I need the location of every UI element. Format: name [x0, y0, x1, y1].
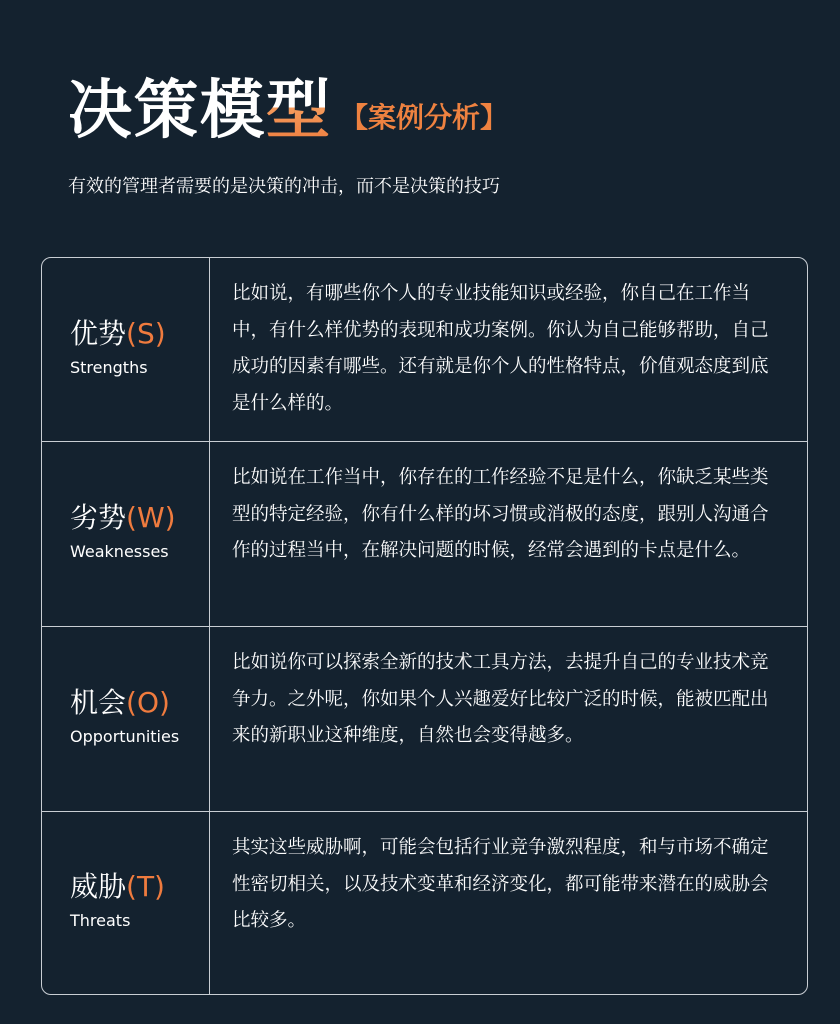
- swot-label-en: Strengths: [70, 358, 148, 377]
- swot-label-weaknesses: [70, 500, 176, 561]
- swot-label-threats: [70, 869, 165, 930]
- swot-description-threats: 其实这些威胁啊，可能会包括行业竞争激烈程度，和与市场不确定性密切相关，以及技术变革和经济变化，都可能带来潜在的威胁会比较多。: [232, 837, 769, 931]
- swot-letter: (S): [126, 317, 166, 350]
- swot-label-zh: 劣势: [70, 501, 127, 534]
- row-divider: [42, 441, 807, 442]
- title-row: [68, 68, 508, 148]
- page-title-main: 决策模: [68, 74, 266, 148]
- swot-label-opportunities: [70, 685, 179, 746]
- swot-label-en: Opportunities: [70, 727, 180, 746]
- swot-label-strengths: [70, 316, 166, 377]
- swot-label-zh: 威胁: [70, 870, 127, 903]
- swot-description-opportunities: 比如说你可以探索全新的技术工具方法，去提升自己的专业技术竞争力。之外呢，你如果个人兴趣爱好比较广泛的时候，能被匹配出来的新职业这种维度，自然也会变得越多。: [232, 652, 769, 746]
- page-subtitle: 有效的管理者需要的是决策的冲击，而不是决策的技巧: [68, 176, 500, 197]
- swot-description-strengths: 比如说，有哪些你个人的专业技能知识或经验，你自己在工作当中，有什么样优势的表现和成功案例。你认为自己能够帮助，自己成功的因素有哪些。还有就是你个人的性格特点，价值观态度到底是什么样的。: [232, 283, 769, 414]
- row-divider: [42, 811, 807, 812]
- title-tag: 【案例分析】: [340, 101, 509, 134]
- swot-letter: (W): [126, 501, 176, 534]
- swot-label-en: Weaknesses: [70, 542, 169, 561]
- swot-description-weaknesses: 比如说在工作当中，你存在的工作经验不足是什么，你缺乏某些类型的特定经验，你有什么样的坏习惯或消极的态度，跟别人沟通合作的过程当中，在解决问题的时候，经常会遇到的卡点是什么。: [232, 467, 769, 561]
- swot-label-zh: 机会: [70, 686, 127, 719]
- page-title-accent: 型: [266, 74, 332, 148]
- swot-table: [41, 257, 808, 995]
- page-title: [68, 74, 332, 148]
- swot-letter: (O): [126, 686, 170, 719]
- row-divider: [42, 626, 807, 627]
- swot-letter: (T): [126, 870, 165, 903]
- swot-label-en: Threats: [70, 911, 131, 930]
- swot-label-zh: 优势: [70, 317, 127, 350]
